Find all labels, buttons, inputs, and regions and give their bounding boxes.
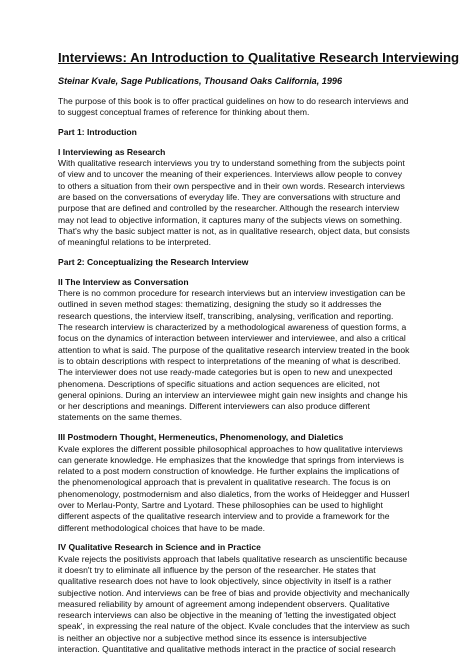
section2-line: The research interview is characterized by a methodological awareness of question forms, a — [58, 322, 407, 333]
section1-line: That's why the basic subject matter is not, as in qualitative research, object data, but consists — [58, 225, 410, 236]
section2-line: The interviewer does not use ready-made categories but is open to new and unexpected — [58, 367, 393, 378]
section1-line: of view and to uncover the meaning of their experiences. Interviews allow people to convey — [58, 169, 402, 180]
section3-line: Kvale explores the different possible philosophical approaches to how qualitative interviews — [58, 443, 403, 454]
section2-line: is to obtain descriptions with respect to interpretations of the meaning of what is described. — [58, 355, 401, 366]
section4-line: subjective notion. And interviews can be free of bias and provide objectivity and mechanically — [58, 587, 410, 598]
section3-line: related to a post modern construction of knowledge. He further explains the implications of — [58, 466, 400, 477]
section1-heading: I Interviewing as Research — [58, 146, 166, 157]
section4-paragraph — [58, 554, 424, 656]
section3-line: different methodological choices that have to be made. — [58, 522, 265, 533]
section2-line: attention to what is said. The purpose of the qualitative research interview treated in the book — [58, 344, 410, 355]
section1-line: to others a situation from their own perspective and in their own words. Research interviews — [58, 180, 405, 191]
section1-line: of meaningful relations to be interpreted. — [58, 237, 211, 248]
section2-heading: II The Interview as Conversation — [58, 276, 189, 287]
part1-heading: Part 1: Introduction — [58, 127, 137, 138]
section2-line: research questions, the interview itself, transcribing, analysing, verification and reporting. — [58, 310, 394, 321]
intro-paragraph — [58, 96, 424, 119]
section2-line: or her descriptions and meanings. Different interviewers can also produce different — [58, 401, 370, 412]
section2-line: general opinions. During an interview an interviewee might gain new insights and change his — [58, 389, 408, 400]
section3-line: the phenomenological approach that is prevalent in qualitative research. The focus is on — [58, 477, 391, 488]
section4-line: speak', in expressing the real nature of the object. Kvale concludes that the interview as such — [58, 621, 410, 632]
part2-heading: Part 2: Conceptualizing the Research Interview — [58, 257, 249, 268]
section2-paragraph — [58, 288, 424, 424]
section4-line: interaction. Quantitative and qualitative methods interact in the practice of social research — [58, 644, 396, 655]
section1-line: are based on the conversations of everyday life. They are conversations with structure and — [58, 192, 401, 203]
section3-line: phenomenology, postmodernism and also dialetics, from the works of Heidegger and Husserl — [58, 488, 410, 499]
section1-line: may not lead to objective information, it captures many of the subjects views on something. — [58, 214, 402, 225]
section1-line: purpose that are defined and controlled by the researcher. Although the research interview — [58, 203, 400, 214]
section2-line: focus on the dynamics of interaction between interviewer and interviewee, and also a critical — [58, 333, 406, 344]
intro-line: to suggest conceptual frames of reference for thinking about them. — [58, 107, 310, 118]
section4-line: measured reliability by amount of agreement among independent observers. Qualitative — [58, 598, 390, 609]
section2-line: statements on the same themes. — [58, 412, 182, 423]
section3-line: over to Merlau-Ponty, Sartre and Lyotard. These philosophies can be used to highlight — [58, 500, 383, 510]
section3-line: can generate knowledge. He emphasizes that the knowledge that springs from interviews is — [58, 454, 404, 465]
section4-line: qualitative research does not have to look objectively, since objectivity in itself is a rather — [58, 576, 392, 587]
section3-paragraph — [58, 444, 424, 534]
section2-line: phenomena. Descriptions of specific situations and action sequences are elicited, not — [58, 378, 380, 389]
section4-line: Kvale rejects the positivists approach that labels qualitative research as unscientific because — [58, 553, 408, 564]
section4-line: is neither an objective nor a subjective method since its essence is intersubjective — [58, 632, 367, 643]
intro-line: The purpose of this book is to offer practical guidelines on how to do research interviews and — [58, 96, 409, 106]
section2-line: There is no common procedure for research interviews but an interview investigation can be — [58, 288, 406, 299]
section3-line: different aspects of the qualitative research interview and to provide a framework for the — [58, 511, 390, 522]
section4-heading: IV Qualitative Research in Science and in Practice — [58, 542, 261, 553]
document-byline: Steinar Kvale, Sage Publications, Thousand Oaks California, 1996 — [58, 76, 343, 86]
document-title: Interviews: An Introduction to Qualitative Research Interviewing — [58, 50, 460, 65]
section1-paragraph — [58, 158, 424, 248]
section3-heading: III Postmodern Thought, Hermeneutics, Phenomenology, and Dialetics — [58, 432, 344, 443]
section2-line: outlined in seven method stages: thematizing, designing the study so it addresses the — [58, 299, 382, 310]
section4-line: research interviews can also be objective in the meaning of 'letting the investigated object — [58, 610, 397, 621]
section1-line: With qualitative research interviews you try to understand something from the subjects point — [58, 158, 405, 169]
section4-line: it doesn't try to eliminate all influence by the person of the researcher. He states that — [58, 564, 376, 575]
